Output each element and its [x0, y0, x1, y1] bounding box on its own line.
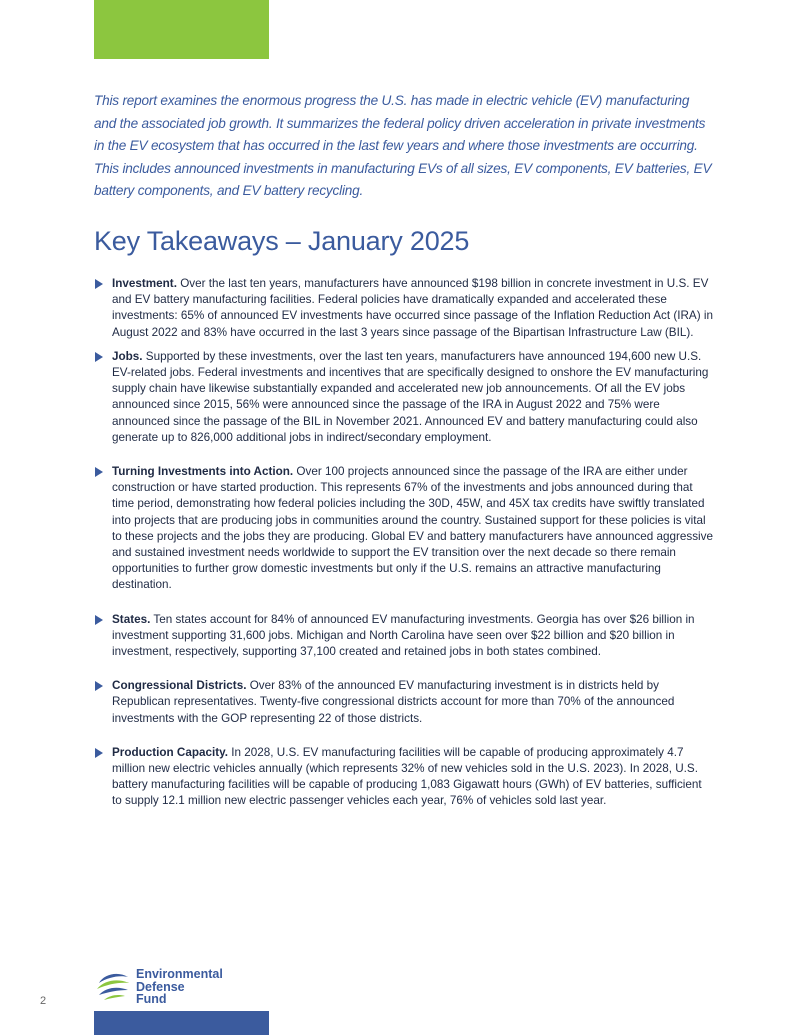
takeaway-lead: Turning Investments into Action. — [112, 465, 294, 479]
top-accent-bar — [94, 0, 269, 59]
triangle-bullet-icon — [95, 279, 103, 289]
takeaway-states — [94, 612, 714, 661]
edf-logo-mark-icon — [96, 969, 130, 1003]
takeaways-list — [94, 276, 714, 810]
triangle-bullet-icon — [95, 615, 103, 625]
takeaway-lead: Jobs. — [112, 349, 143, 363]
takeaway-text: Supported by these investments, over the last ten years, manufacturers have announced 194,600 new U.S. EV-related jobs. Federal investments and incentives that are specifically designed to onshore the EV manufacturing supply chain have likewise substantially expanded and accelerated new job announcements. Of all the EV jobs announced since 2015, 56% were announced since the passage of the IRA in August 2022 and 75% were announced since the passage of the BIL in November 2021. Announced EV and battery manufacturing could also generate up to 826,000 additional jobs in indirect/secondary employment. — [112, 349, 709, 444]
takeaway-production-capacity — [94, 745, 714, 810]
takeaway-text: In 2028, U.S. EV manufacturing facilities will be capable of producing approximately 4.7 million new electric vehicles annually (which represents 32% of new vehicles sold in the U.S. 2023). In 2028, U.S. battery manufacturing facilities will be capable of producing 1,083 Gigawatt hours (GWh) of EV batteries, sufficient to supply 12.1 million new electric passenger vehicles each year, 76% of vehicles sold last year. — [112, 745, 702, 808]
takeaway-text: Over 100 projects announced since the passage of the IRA are either under construction or have started production. This represents 67% of the investments and jobs announced during that time period, demonstrating how federal policies including the 30D, 45W, and 45X tax credits have swiftly translated into projects that are producing jobs in communities around the country. Sustained support for these policies is vital to these projects and the jobs they are producing. Global EV and battery manufacturers have announced aggressive and sustained investment needs worldwide to support the EV transition over the next decade so there remain opportunities to further grow domestic investments but only if the U.S. remains an attractive manufacturing destination. — [112, 465, 713, 592]
takeaway-lead: Production Capacity. — [112, 745, 229, 759]
edf-logo-text — [136, 968, 223, 1006]
takeaway-lead: Investment. — [112, 277, 177, 290]
edf-logo — [96, 966, 236, 1006]
intro-paragraph: This report examines the enormous progress the U.S. has made in electric vehicle (EV) manufacturing and the associated job growth. It summarizes the federal policy driven acceleration in private investments in the EV ecosystem that has occurred in the last few years and where those investments are occurring. This includes announced investments in manufacturing EVs of all sizes, EV components, EV batteries, EV battery components, and EV battery recycling. — [94, 93, 712, 198]
logo-line-1: Environmental — [136, 967, 223, 981]
triangle-bullet-icon — [95, 352, 103, 362]
takeaway-congressional-districts — [94, 678, 714, 727]
takeaway-turning-investments — [94, 464, 714, 594]
takeaway-investment — [94, 276, 714, 341]
takeaway-text: Over 83% of the announced EV manufacturing investment is in districts held by Republican representatives. Twenty-five congressional districts account for more than 70% of the announced investments with the GOP representing 22 of those districts. — [112, 679, 675, 725]
takeaway-text: Over the last ten years, manufacturers have announced $198 billion in concrete investment in U.S. EV and EV battery manufacturing facilities. Federal policies have dramatically expanded and accelerated these investments: 65% of announced EV investments have occurred since passage of the Inflation Reduction Act (IRA) in August 2022 and 83% have occurred in the last 3 years since passage of the Bipartisan Infrastructure Law (BIL). — [112, 277, 713, 339]
takeaway-jobs — [94, 349, 714, 446]
takeaway-lead: States. — [112, 612, 151, 626]
page-title: Key Takeaways – January 2025 — [94, 226, 470, 256]
logo-line-2: Defense — [136, 979, 185, 994]
logo-line-3: Fund — [136, 992, 167, 1006]
takeaway-lead: Congressional Districts. — [112, 679, 247, 693]
page-number: 2 — [40, 995, 47, 1007]
triangle-bullet-icon — [95, 681, 103, 691]
triangle-bullet-icon — [95, 467, 103, 477]
bottom-accent-bar — [94, 1011, 269, 1035]
triangle-bullet-icon — [95, 748, 103, 758]
takeaway-text: Ten states account for 84% of announced EV manufacturing investments. Georgia has over $26 billion in investment supporting 31,600 jobs. Michigan and North Carolina have seen over $22 billion and $20 billion in investment, respectively, supporting 37,100 created and retained jobs in both states combined. — [112, 612, 695, 659]
